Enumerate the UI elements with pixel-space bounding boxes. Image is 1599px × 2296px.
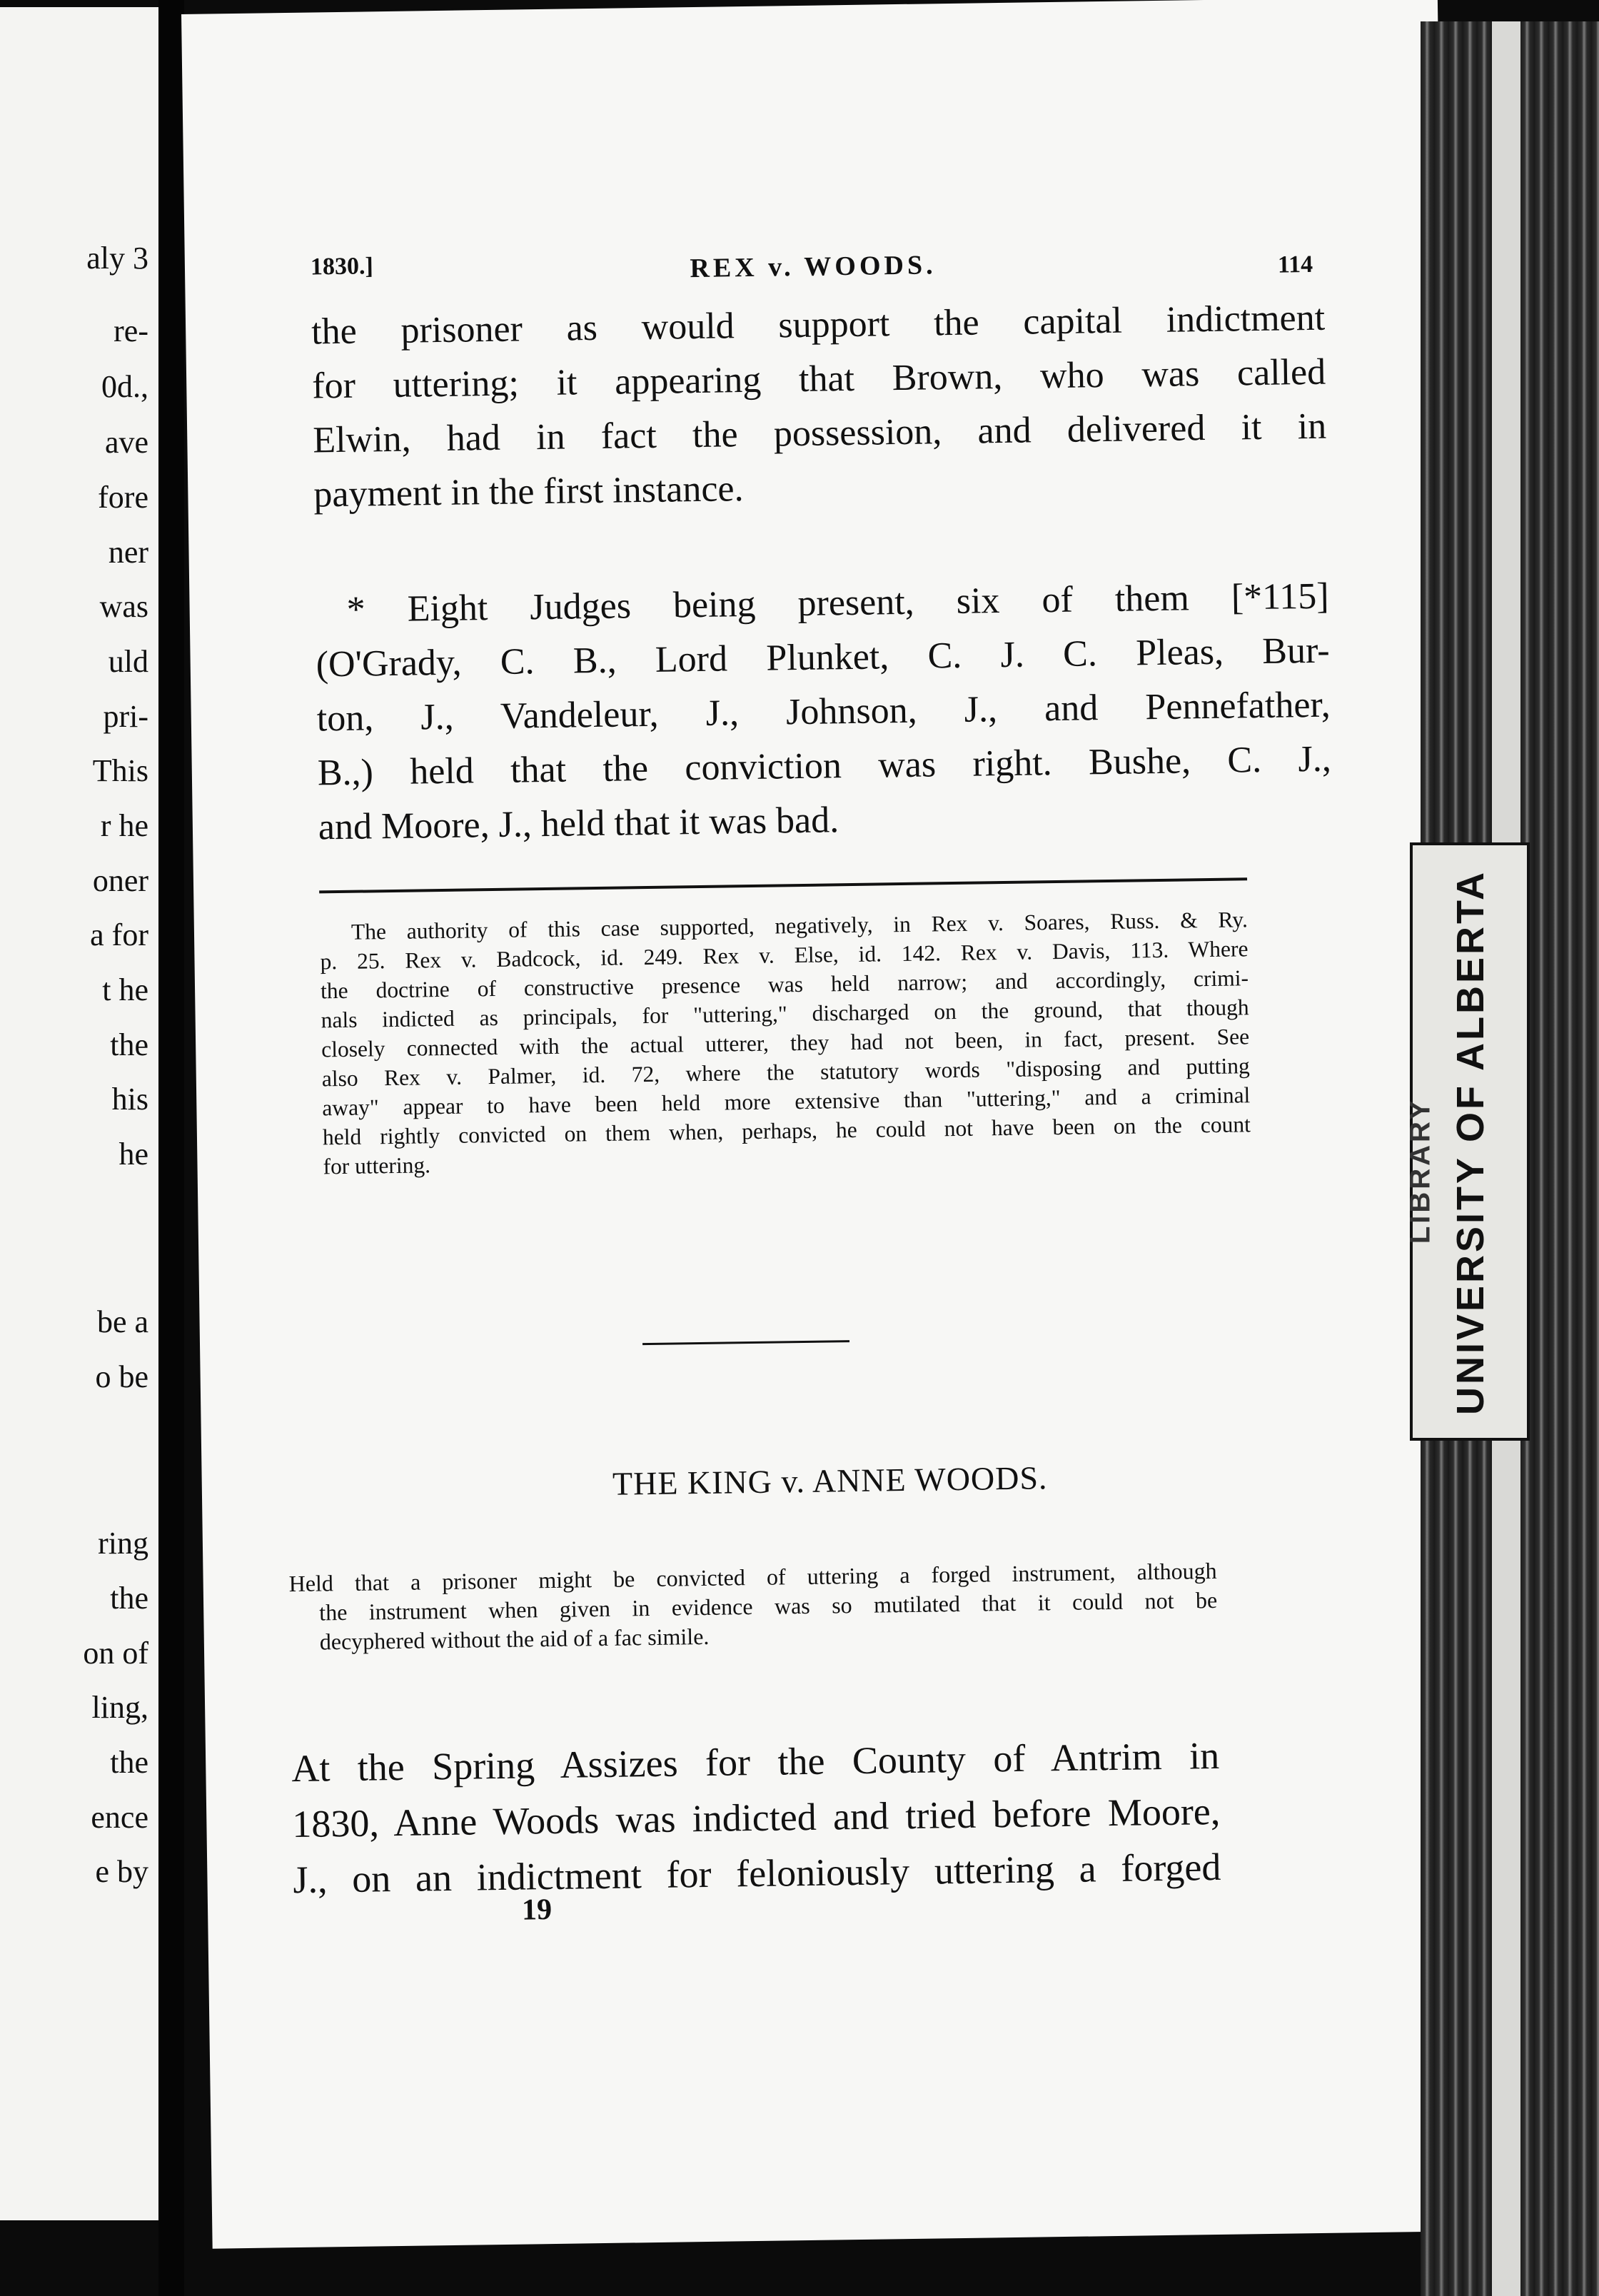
left-fragment: ling, <box>91 1690 148 1725</box>
text-line: the prisoner as would support the capital indictment <box>311 297 1326 353</box>
left-fragment: on of <box>83 1636 148 1671</box>
section-rule <box>642 1340 849 1345</box>
footnote-line: The authority of this case supported, negatively, in Rex v. Soares, Russ. & Ry. <box>350 907 1249 945</box>
text-line: At the Spring Assizes for the County of Antrim in <box>291 1733 1220 1791</box>
left-fragment: be a <box>96 1304 148 1339</box>
left-fragment: his <box>111 1082 148 1117</box>
footnote-line: p. 25. Rex v. Badcock, id. 249. Rex v. Else, id. 142. Rex v. Davis, 113. Where <box>320 936 1249 975</box>
footnote-rule <box>319 877 1247 893</box>
text-line: ton, J., Vandeleur, J., Johnson, J., and Pennefather, <box>316 684 1331 740</box>
text-line: payment in the first instance. <box>313 468 744 515</box>
left-facing-page <box>0 7 158 2220</box>
main-page <box>181 0 1469 2249</box>
left-fragment: ner <box>108 535 148 570</box>
running-head <box>184 223 1441 298</box>
footnote-line: away" appear to have been held more extensive than "uttering," and a criminal <box>322 1082 1251 1121</box>
left-fragment: aly 3 <box>86 241 148 276</box>
left-fragment: the <box>110 1745 148 1780</box>
left-fragment: re- <box>114 313 148 348</box>
left-fragment: ave <box>104 425 148 460</box>
left-fragment: the <box>110 1027 148 1062</box>
headnote-line: decyphered without the aid of a fac simile. <box>319 1623 710 1655</box>
left-fragment: the <box>110 1581 148 1616</box>
left-fragment: t he <box>102 972 148 1007</box>
left-fragment: he <box>118 1137 148 1172</box>
footnote-line: for uttering. <box>323 1152 431 1179</box>
left-fragment: uld <box>108 644 148 679</box>
left-fragment: r he <box>100 808 148 843</box>
text-line: (O'Grady, C. B., Lord Plunket, C. J. C. Pleas, Bur- <box>316 630 1330 685</box>
text-line: B.,) held that the conviction was right. Bushe, C. J., <box>317 738 1332 794</box>
left-fragment: This <box>92 753 148 788</box>
library-stamp-text: UNIVERSITY OF ALBERTA <box>1449 869 1492 1416</box>
paragraph-continued <box>311 291 1328 523</box>
left-fragment: a for <box>90 917 148 952</box>
case-opening-paragraph <box>291 1728 1221 1908</box>
headnote <box>288 1556 1218 1657</box>
text-line: 1830, Anne Woods was indicted and tried before Moore, <box>291 1789 1221 1846</box>
footnote-line: nals indicted as principals, for "uttering," discharged on the ground, that though <box>321 995 1249 1033</box>
left-fragment: pri- <box>103 699 148 734</box>
left-fragment: o be <box>95 1359 148 1394</box>
running-head-year: 1830.] <box>310 253 374 281</box>
book-gutter <box>158 0 184 2296</box>
page-number: 114 <box>1277 251 1313 278</box>
headnote-line: the instrument when given in evidence was so mutilated that it could not be <box>319 1586 1218 1626</box>
text-line: * Eight Judges being present, six of them [*115] <box>346 575 1329 630</box>
left-fragment: fore <box>98 480 148 515</box>
case-title: THE KING v. ANNE WOODS. <box>612 1459 1048 1502</box>
headnote-line: Held that a prisoner might be convicted of uttering a forged instrument, although <box>288 1557 1217 1597</box>
text-line: for uttering; it appearing that Brown, who was called <box>311 351 1326 407</box>
footnote <box>320 905 1251 1181</box>
left-fragment: ence <box>91 1800 148 1835</box>
footnote-line: the doctrine of constructive presence was held narrow; and accordingly, crimi- <box>320 965 1249 1004</box>
library-stamp-label: LIBRARY <box>1404 1097 1436 1244</box>
footnote-line: closely connected with the actual utterer, they had not been, in fact, present. See <box>321 1024 1250 1062</box>
text-line: J., on an indictment for feloniously uttering a forged <box>293 1845 1221 1902</box>
signature-mark: 19 <box>521 1893 553 1927</box>
left-fragment: oner <box>92 863 148 898</box>
footnote-line: held rightly convicted on them when, perhaps, he could not have been on the count <box>322 1112 1251 1150</box>
left-fragment: 0d., <box>101 369 148 404</box>
text-line: Elwin, had in fact the possession, and delivered it in <box>312 406 1327 461</box>
left-fragment: e by <box>95 1854 148 1889</box>
running-head-title: REX v. WOODS. <box>690 250 937 284</box>
left-fragment: ring <box>98 1526 148 1561</box>
judgment-paragraph <box>315 570 1332 855</box>
left-fragment: was <box>99 589 148 624</box>
text-line: and Moore, J., held that it was bad. <box>318 800 839 848</box>
footnote-line: also Rex v. Palmer, id. 72, where the statutory words "disposing and putting <box>321 1053 1250 1092</box>
